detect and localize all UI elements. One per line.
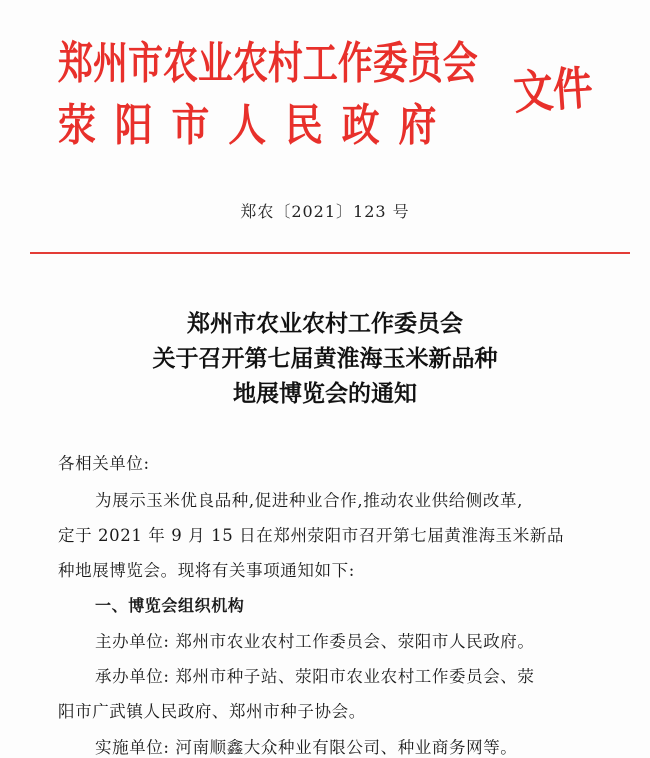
issuer-name-zhengzhou: 郑州市农业农村工作委员会 <box>58 38 478 89</box>
issuer-name-xingyang: 荥阳市人民政府 <box>58 100 456 151</box>
red-divider-line <box>30 252 630 254</box>
paragraph-1-line-2: 定于 2021 年 9 月 15 日在郑州荥阳市召开第七届黄淮海玉米新品 <box>58 526 565 545</box>
paragraph-1-line-3: 种地展博览会。现将有关事项通知如下: <box>58 561 355 580</box>
paragraph-1-line-1: 为展示玉米优良品种,促进种业合作,推动农业供给侧改革, <box>95 491 523 510</box>
notice-title-line-3: 地展博览会的通知 <box>233 381 417 407</box>
notice-title-line-1: 郑州市农业农村工作委员会 <box>187 311 463 337</box>
document-type-label: 文件 <box>511 60 595 120</box>
document-number: 郑农〔2021〕123 号 <box>240 202 410 221</box>
salutation: 各相关单位: <box>58 454 150 473</box>
organizer-units-line-2: 阳市广武镇人民政府、郑州市种子协会。 <box>58 702 366 721</box>
notice-title-line-2: 关于召开第七届黄淮海玉米新品种 <box>152 346 498 372</box>
organizer-units-line-1: 承办单位: 郑州市种子站、荥阳市农业农村工作委员会、荥 <box>95 667 535 686</box>
implementing-units: 实施单位: 河南顺鑫大众种业有限公司、种业商务网等。 <box>95 738 518 757</box>
host-units: 主办单位: 郑州市农业农村工作委员会、荥阳市人民政府。 <box>95 632 535 651</box>
section-heading-organization: 一、博览会组织机构 <box>95 596 245 615</box>
